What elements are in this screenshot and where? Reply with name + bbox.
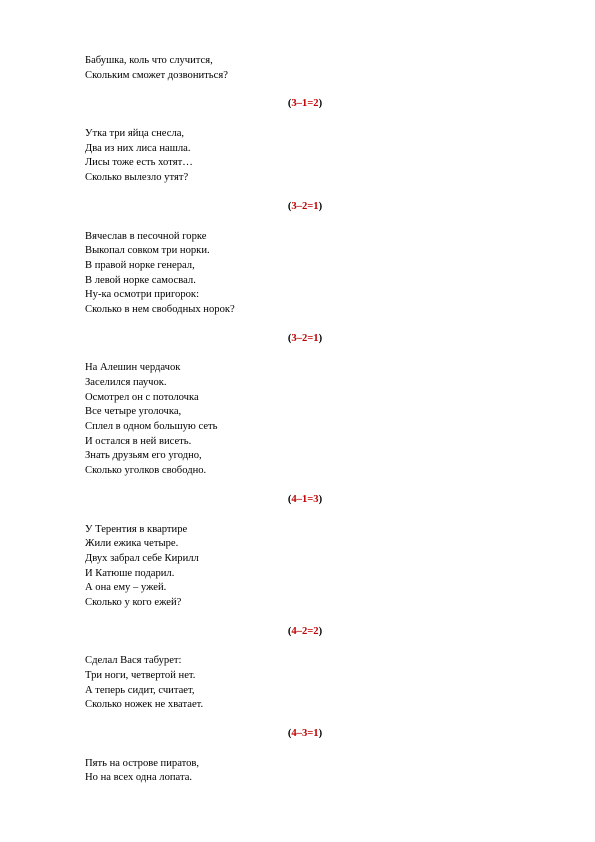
poem-line: В левой норке самосвал. — [85, 274, 196, 286]
answer-equation — [85, 493, 525, 508]
poem-line: Осмотрел он с потолочка — [85, 391, 199, 403]
poem-line: Жили ежика четыре. — [85, 538, 179, 550]
poem-line: Три ноги, четвертой нет. — [85, 670, 196, 681]
close-paren: ) — [318, 728, 323, 740]
open-paren: ( — [287, 493, 292, 505]
poem-line: В правой норке генерал, — [85, 259, 195, 271]
poem-line: Лисы тоже есть хотят… — [85, 157, 193, 169]
poem-line: И остался в ней висеть. — [85, 435, 192, 447]
close-paren: ) — [318, 332, 323, 344]
poem-line: Скольким сможет дозвониться? — [85, 69, 228, 81]
poem-line: Выкопал совком три норки. — [85, 245, 210, 257]
close-paren: ) — [318, 200, 323, 212]
document-page — [85, 54, 525, 786]
poem-line: Сколько вылезло утят? — [85, 172, 189, 184]
answer-equation — [85, 332, 525, 347]
poem-line: Сколько в нем свободных норок? — [85, 303, 235, 315]
answer-expression: 3–2=1 — [291, 332, 319, 344]
answer-equation — [85, 200, 525, 215]
poem-line: Заселился паучок. — [85, 377, 167, 388]
answer-expression: 3–2=1 — [291, 200, 319, 212]
poem-line: Все четыре уголочка, — [85, 406, 182, 418]
poem-block — [85, 757, 525, 786]
poem-line: Знать друзьям его угодно, — [85, 450, 202, 462]
answer-equation — [85, 625, 525, 640]
poem-line: Утка три яйца снесла, — [85, 128, 185, 140]
poem-block — [85, 523, 525, 611]
poem-line: На Алешин чердачок — [85, 362, 181, 374]
close-paren: ) — [318, 625, 323, 637]
answer-expression: 4–3=1 — [291, 728, 319, 740]
answer-expression: 3–1=2 — [291, 98, 319, 110]
poem-line: Двух забрал себе Кирилл — [85, 552, 199, 564]
open-paren: ( — [287, 200, 292, 212]
poem-line: Вячеслав в песочной горке — [85, 230, 207, 242]
poem-line: Бабушка, коль что случится, — [85, 55, 213, 66]
poem-line: Пять на острове пиратов, — [85, 757, 200, 769]
poem-line: Сколько ножек не хватает. — [85, 699, 204, 711]
poem-block — [85, 230, 525, 318]
poem-line: Но на всех одна лопата. — [85, 772, 193, 784]
poem-line: Сделал Вася табурет: — [85, 655, 182, 667]
open-paren: ( — [287, 625, 292, 637]
poem-line: Сплел в одном большую сеть — [85, 421, 218, 433]
answer-equation — [85, 727, 525, 742]
poem-block — [85, 361, 525, 479]
open-paren: ( — [287, 728, 292, 740]
poem-line: А теперь сидит, считает, — [85, 684, 195, 696]
open-paren: ( — [287, 98, 292, 110]
poem-block — [85, 54, 525, 83]
close-paren: ) — [318, 493, 323, 505]
poem-line: Сколько у кого ежей? — [85, 596, 182, 608]
open-paren: ( — [287, 332, 292, 344]
poem-line: У Терентия в квартире — [85, 523, 188, 535]
close-paren: ) — [318, 98, 323, 110]
poem-line: А она ему – ужей. — [85, 582, 167, 594]
answer-equation — [85, 97, 525, 112]
answer-expression: 4–1=3 — [291, 493, 319, 505]
poem-line: Ну-ка осмотри пригорок: — [85, 289, 200, 301]
poem-block — [85, 127, 525, 186]
poem-block — [85, 654, 525, 713]
poem-line: И Катюше подарил. — [85, 567, 175, 579]
poem-line: Сколько уголков свободно. — [85, 465, 207, 477]
answer-expression: 4–2=2 — [291, 625, 319, 637]
poem-line: Два из них лиса нашла. — [85, 142, 191, 154]
